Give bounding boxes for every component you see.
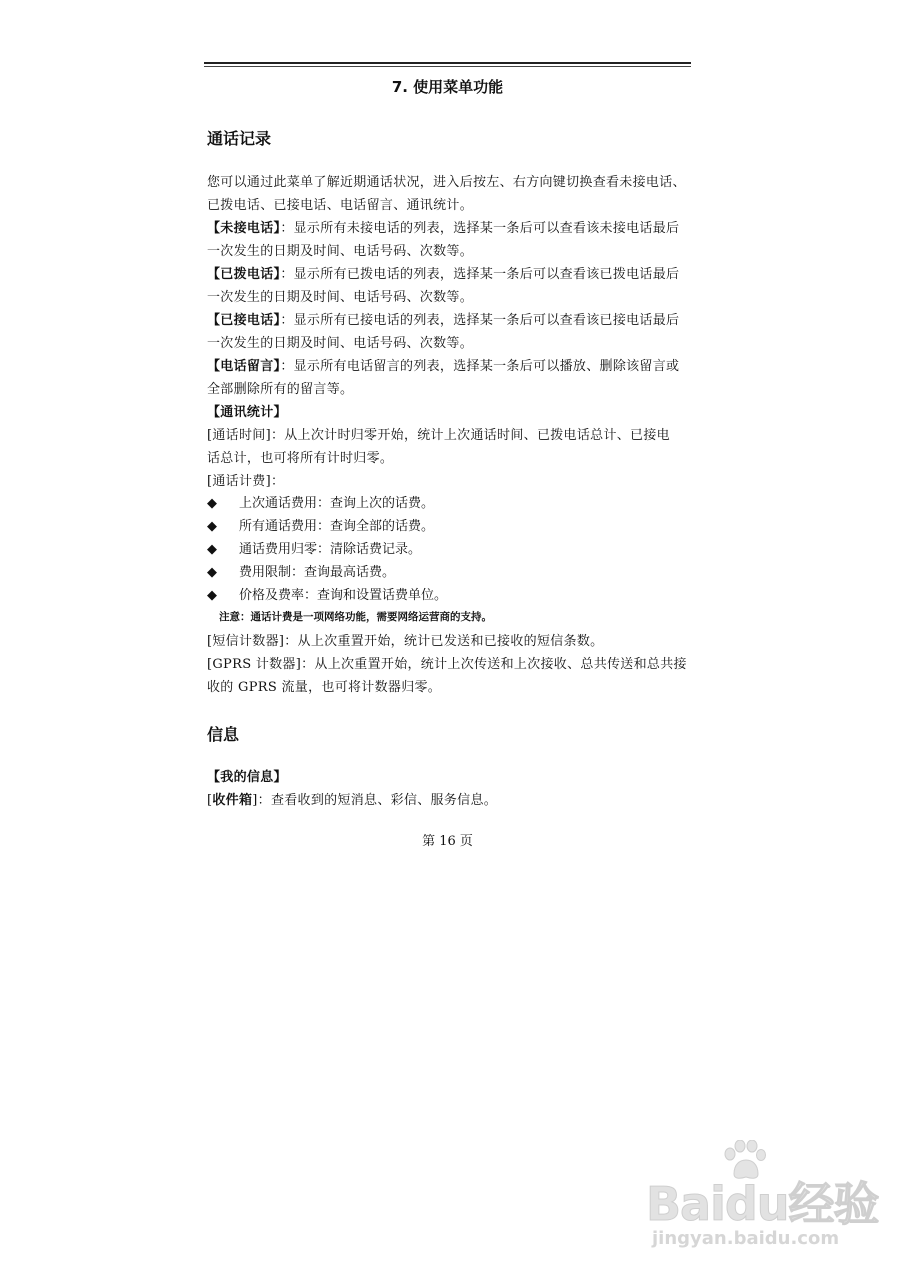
baidu-watermark — [640, 1140, 880, 1260]
network-note: 注意：通话计费是一项网络功能，需要网络运营商的支持。 — [219, 611, 492, 623]
section-heading-call-log: 通话记录 — [207, 129, 272, 148]
list-item: ◆ 上次通话费用：查询上次的话费。 — [207, 496, 435, 511]
voicemail-line-2: 全部删除所有的留言等。 — [207, 382, 354, 397]
bullet-diamond-icon: ◆ — [207, 542, 217, 557]
bullet-diamond-icon: ◆ — [207, 496, 217, 511]
received-calls-line-1: 【已接电话】：显示所有已接电话的列表，选择某一条后可以查看该已接电话最后 — [207, 313, 680, 328]
intro-line-1: 您可以通过此菜单了解近期通话状况，进入后按左、右方向键切换查看未接电话、 — [207, 175, 686, 190]
call-cost-label: [通话计费]： — [207, 474, 285, 489]
gprs-counter-line-2: 收的 GPRS 流量，也可将计数器归零。 — [207, 680, 442, 695]
list-item: ◆ 通话费用归零：清除话费记录。 — [207, 542, 422, 557]
page-title: 7. 使用菜单功能 — [391, 78, 504, 96]
bullet-diamond-icon: ◆ — [207, 565, 217, 580]
voicemail-label: 【电话留言】 — [207, 359, 281, 374]
section-heading-messages: 信息 — [207, 725, 240, 744]
missed-calls-label: 【未接电话】 — [207, 221, 281, 236]
call-time-line-1: [通话时间]：从上次计时归零开始，统计上次通话时间、已拨电话总计、已接电 — [207, 428, 670, 443]
dialed-calls-label: 【已拨电话】 — [207, 267, 281, 282]
sms-counter-line: [短信计数器]：从上次重置开始，统计已发送和已接收的短信条数。 — [207, 634, 604, 649]
received-calls-line-2: 一次发生的日期及时间、电话号码、次数等。 — [207, 336, 474, 351]
dialed-calls-line-1: 【已拨电话】：显示所有已拨电话的列表，选择某一条后可以查看该已拨电话最后 — [207, 267, 680, 282]
bullet-diamond-icon: ◆ — [207, 588, 217, 603]
watermark-url: jingyan.baidu.com — [652, 1228, 840, 1249]
list-item: ◆ 费用限制：查询最高话费。 — [207, 565, 396, 580]
watermark-logo: Baidu经验 — [646, 1177, 879, 1231]
my-info-label: 【我的信息】 — [207, 770, 287, 785]
list-item: ◆ 价格及费率：查询和设置话费单位。 — [207, 588, 448, 603]
header-rule-thin — [204, 66, 691, 67]
received-calls-label: 【已接电话】 — [207, 313, 281, 328]
dialed-calls-line-2: 一次发生的日期及时间、电话号码、次数等。 — [207, 290, 474, 305]
gprs-counter-line-1: [GPRS 计数器]：从上次重置开始，统计上次传送和上次接收、总共传送和总共接 — [207, 657, 687, 672]
intro-line-2: 已拨电话、已接电话、电话留言、通讯统计。 — [207, 198, 474, 213]
missed-calls-line-1: 【未接电话】：显示所有未接电话的列表，选择某一条后可以查看该未接电话最后 — [207, 221, 680, 236]
bullet-diamond-icon: ◆ — [207, 519, 217, 534]
missed-calls-line-2: 一次发生的日期及时间、电话号码、次数等。 — [207, 244, 474, 259]
list-item: ◆ 所有通话费用：查询全部的话费。 — [207, 519, 435, 534]
inbox-label: 收件箱 — [212, 793, 253, 808]
page-number: 第 16 页 — [422, 834, 473, 849]
header-rule-thick — [204, 62, 691, 64]
call-time-line-2: 话总计，也可将所有计时归零。 — [207, 451, 394, 466]
inbox-line: [收件箱]：查看收到的短消息、彩信、服务信息。 — [207, 793, 498, 808]
voicemail-line-1: 【电话留言】：显示所有电话留言的列表，选择某一条后可以播放、删除该留言或 — [207, 359, 680, 374]
comm-stats-label: 【通讯统计】 — [207, 405, 287, 420]
